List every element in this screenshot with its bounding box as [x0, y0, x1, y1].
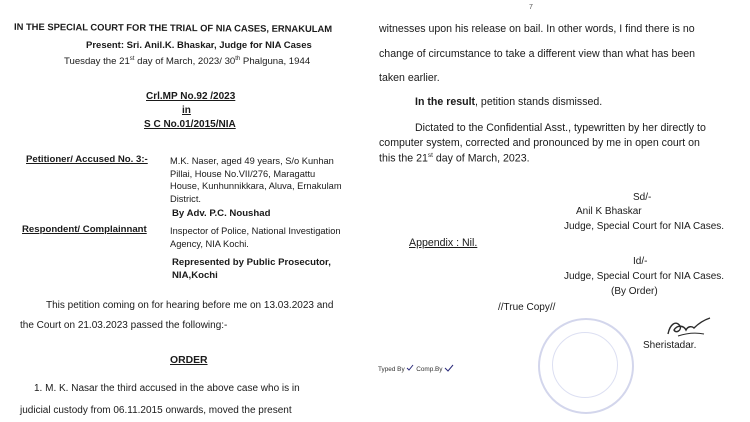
judge-title: Judge, Special Court for NIA Cases.: [564, 221, 725, 232]
by-order: (By Order): [611, 286, 658, 297]
order-heading: ORDER: [170, 355, 208, 366]
court-seal: [538, 318, 634, 414]
petitioner-label: Petitioner/ Accused No. 3:-: [26, 154, 148, 165]
typed-by-line: Typed By Comp.By: [378, 363, 454, 373]
true-copy: //True Copy//: [498, 302, 556, 313]
body-line-1: witnesses upon his release on bail. In other words, I find there is no: [379, 23, 695, 35]
left-page: [0, 0, 372, 422]
petitioner-line: House, Kunhunnikkara, Aluva, Ernakulam: [170, 181, 342, 192]
appendix: Appendix : Nil.: [409, 237, 478, 249]
judge-name: Anil K Bhaskar: [576, 206, 642, 217]
body-line-3: taken earlier.: [379, 72, 440, 84]
dictated-line-3: this the 21st day of March, 2023.: [379, 152, 530, 165]
case-in: in: [182, 105, 191, 116]
petitioner-line: M.K. Naser, aged 49 years, S/o Kunhan: [170, 156, 334, 166]
represented-by: [172, 257, 331, 282]
respondent-line: Agency, NIA Kochi.: [170, 238, 249, 249]
para1-line-1: 1. M. K. Nasar the third accused in the above case who is in: [34, 383, 300, 394]
petitioner-line: District.: [170, 193, 201, 204]
sc-number: S C No.01/2015/NIA: [144, 119, 236, 130]
judge-title-2: Judge, Special Court for NIA Cases.: [564, 271, 725, 282]
represented-line: NIA,Kochi: [172, 269, 218, 281]
id-mark: Id/-: [633, 256, 648, 267]
dictated-line-2: computer system, corrected and pronounced by me in open court on: [379, 137, 700, 149]
case-number: Crl.MP No.92 /2023: [146, 91, 236, 102]
respondent-line: Inspector of Police, National Investigation: [170, 226, 341, 236]
court-title: IN THE SPECIAL COURT FOR THE TRIAL OF NIA CASES, ERNAKULAM: [13, 20, 333, 35]
date-line: Tuesday the 21st day of March, 2023/ 30th Phalguna, 1944: [64, 56, 311, 68]
body-line-2: change of circumstance to take a different view than what has been: [379, 48, 696, 60]
respondent-details: [170, 225, 341, 250]
check-icon: [444, 364, 454, 372]
check-icon: [406, 364, 414, 372]
present-line: Present: Sri. Anil.K. Bhaskar, Judge for NIA Cases: [86, 40, 312, 51]
petitioner-advocate: By Adv. P.C. Noushad: [172, 208, 271, 219]
petitioner-details: [170, 155, 342, 205]
para1-line-2: judicial custody from 06.11.2015 onwards, moved the present: [20, 405, 292, 416]
sd-mark: Sd/-: [633, 192, 652, 203]
dictated-line-1: Dictated to the Confidential Asst., typewritten by her directly to: [415, 122, 706, 134]
court-seal-inner: [552, 332, 618, 398]
respondent-label: Respondent/ Complainnant: [22, 224, 147, 235]
hearing-line-1: This petition coming on for hearing before me on 13.03.2023 and: [46, 300, 334, 311]
page-number: 7: [529, 4, 533, 11]
hearing-line-2: the Court on 21.03.2023 passed the following:-: [20, 320, 228, 331]
signature-icon: [664, 314, 712, 342]
represented-line: Represented by Public Prosecutor,: [172, 257, 331, 268]
result-line: In the result, petition stands dismissed.: [415, 96, 603, 108]
sheristadar: Sheristadar.: [643, 340, 697, 351]
petitioner-line: Pillai, House No.VII/276, Maragattu: [170, 168, 316, 179]
